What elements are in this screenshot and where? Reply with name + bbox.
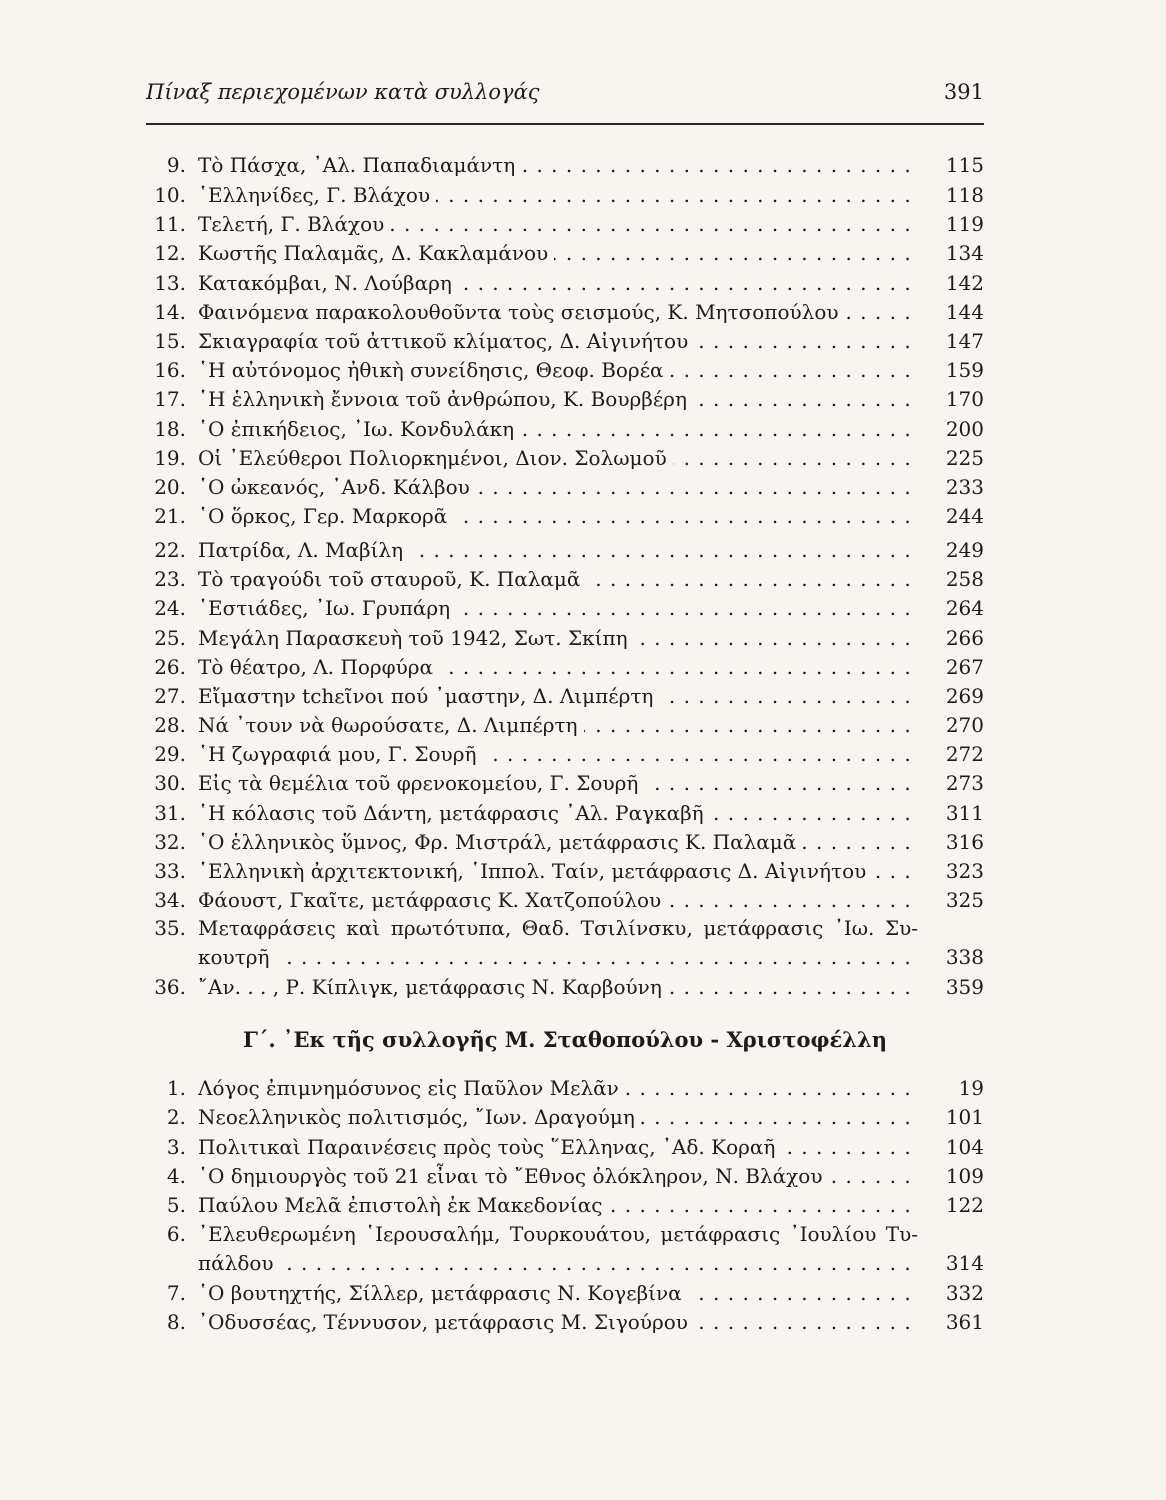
toc-entry-continuation (0, 1248, 984, 1278)
dot-leader (198, 150, 924, 180)
entry-title: Τὸ τραγούδι τοῦ σταυροῦ, Κ. Παλαμᾶ (198, 567, 586, 591)
toc-entry (0, 623, 984, 653)
dot-leader (198, 472, 924, 502)
entry-title-line1: ᾽Ελευθερωμένη ῾Ιερουσαλήμ, Τουρκουάτου, μετάφρασις ᾽Ιουλίου Τυ- (198, 1222, 918, 1246)
dot-leader (198, 501, 924, 531)
dot-leader (198, 209, 924, 239)
entry-number: 24. (154, 596, 186, 620)
entry-page: 269 (920, 681, 984, 711)
dot-leader (198, 180, 924, 210)
dot-leader (198, 623, 924, 653)
entry-page: 325 (920, 885, 984, 915)
entry-title: Φαινόμενα παρακολουθοῦντα τοὺς σεισμούς, Κ. Μητσοπούλου (198, 300, 845, 324)
dot-leader (198, 972, 924, 1002)
dot-leader (198, 1132, 924, 1162)
toc-entry (0, 1132, 984, 1162)
entry-number: 21. (154, 504, 186, 528)
entry-title: Νά ᾽τουν νὰ θωρούσατε, Δ. Λιμπέρτη (198, 713, 584, 737)
entry-page: 200 (920, 414, 984, 444)
entry-title: ῎Αν. . . , Ρ. Κίπλιγκ, μετάφρασις Ν. Καρβούνη (198, 975, 668, 999)
toc-entry (0, 443, 984, 473)
dot-leader (198, 1190, 924, 1220)
dot-leader (198, 681, 924, 711)
entry-number: 27. (154, 684, 186, 708)
entry-title: Σκιαγραφία τοῦ ἀττικοῦ κλίματος, Δ. Αἰγινήτου (198, 329, 694, 353)
dot-leader (198, 535, 924, 565)
dot-leader (198, 593, 924, 623)
entry-page: 115 (920, 150, 984, 180)
entry-page: 144 (920, 297, 984, 327)
entry-title-line1: Μεταφράσεις καὶ πρωτότυπα, Θαδ. Τσιλίνσκυ, μετάφρασις ᾽Ιω. Συ- (198, 916, 918, 940)
toc-entry (0, 1219, 1166, 1249)
toc-entry (0, 827, 984, 857)
entry-page: 122 (920, 1190, 984, 1220)
entry-number: 17. (154, 387, 186, 411)
toc-entry (0, 209, 984, 239)
entry-number: 12. (154, 241, 186, 265)
entry-number: 11. (154, 212, 186, 236)
entry-number: 7. (166, 1281, 186, 1305)
entry-title: ῾Η αὐτόνομος ἠθικὴ συνείδησις, Θεοφ. Βορέα (198, 358, 670, 382)
entry-title: ῾Η κόλασις τοῦ Δάντη, μετάφρασις ᾽Αλ. Ραγκαβῆ (198, 801, 710, 825)
dot-leader (198, 443, 924, 473)
entry-title: ῾Ο ὠκεανός, ᾽Ανδ. Κάλβου (198, 475, 476, 499)
entry-number: 2. (166, 1105, 186, 1129)
entry-page: 170 (920, 384, 984, 414)
entry-number: 8. (166, 1310, 186, 1334)
entry-page: 159 (920, 355, 984, 385)
entry-number: 22. (154, 538, 186, 562)
entry-page: 314 (920, 1248, 984, 1278)
entry-number: 15. (154, 329, 186, 353)
toc-entry (0, 414, 984, 444)
entry-number: 4. (166, 1164, 186, 1188)
entry-number: 26. (154, 655, 186, 679)
entry-title: Λόγος ἐπιμνημόσυνος εἰς Παῦλον Μελᾶν (198, 1076, 625, 1100)
entry-number: 9. (166, 153, 186, 177)
entry-number: 32. (154, 830, 186, 854)
entry-title: κουτρῆ (198, 945, 276, 969)
page-number: 391 (943, 80, 984, 104)
toc-entry (0, 535, 984, 565)
dot-leader (198, 1161, 924, 1191)
entry-number: 14. (154, 300, 186, 324)
toc-entry (0, 1190, 984, 1220)
entry-page: 311 (920, 798, 984, 828)
entry-page: 264 (920, 593, 984, 623)
entry-title: ῾Ο ἐπικήδειος, ᾽Ιω. Κονδυλάκη (198, 417, 520, 441)
entry-number: 10. (154, 183, 186, 207)
toc-entry (0, 1278, 984, 1308)
entry-page: 19 (920, 1073, 984, 1103)
entry-title: Εἴμαστην tchεῖνοι πού ᾽μαστην, Δ. Λιμπέρτη (198, 684, 659, 708)
dot-leader (198, 652, 924, 682)
entry-page: 109 (920, 1161, 984, 1191)
toc-entry (0, 472, 984, 502)
entry-title: ῾Ελληνικὴ ἀρχιτεκτονική, ῾Ιππολ. Ταίν, μετάφρασις Δ. Αἰγινήτου (198, 859, 872, 883)
entry-number: 20. (154, 475, 186, 499)
toc-entry (0, 739, 984, 769)
entry-title: ῾Η ζωγραφιά μου, Γ. Σουρῆ (198, 742, 482, 766)
toc-entry (0, 384, 984, 414)
entry-page: 147 (920, 326, 984, 356)
entry-number: 23. (154, 567, 186, 591)
toc-entry (0, 885, 984, 915)
entry-title: Εἰς τὰ θεμέλια τοῦ φρενοκομείου, Γ. Σουρῆ (198, 771, 644, 795)
entry-title: Κωστῆς Παλαμᾶς, Δ. Κακλαμάνου (198, 241, 554, 265)
entry-page: 118 (920, 180, 984, 210)
entry-page: 266 (920, 623, 984, 653)
entry-page: 225 (920, 443, 984, 473)
entry-page: 233 (920, 472, 984, 502)
entry-page: 142 (920, 268, 984, 298)
entry-title: Μεγάλη Παρασκευὴ τοῦ 1942, Σωτ. Σκίπη (198, 626, 634, 650)
toc-entry (0, 1073, 984, 1103)
dot-leader (198, 564, 924, 594)
entry-page: 361 (920, 1307, 984, 1337)
dot-leader (198, 885, 924, 915)
entry-number: 6. (166, 1222, 186, 1246)
entry-title: ῾Ο ἑλληνικὸς ὕμνος, Φρ. Μιστράλ, μετάφρασις Κ. Παλαμᾶ (198, 830, 802, 854)
entry-page: 332 (920, 1278, 984, 1308)
section-heading-c: Γ΄. ᾽Εκ τῆς συλλογῆς Μ. Σταθοπούλου - Χριστοφέλλη (243, 1027, 887, 1052)
entry-page: 258 (920, 564, 984, 594)
toc-entry (0, 913, 1166, 943)
entry-page: 101 (920, 1102, 984, 1132)
entry-title: Οἱ ᾽Ελεύθεροι Πολιορκημένοι, Διον. Σολωμοῦ (198, 446, 673, 470)
toc-entry (0, 180, 984, 210)
entry-number: 33. (154, 859, 186, 883)
entry-number: 28. (154, 713, 186, 737)
entry-title: Τὸ Πάσχα, ᾽Αλ. Παπαδιαμάντη (198, 153, 521, 177)
dot-leader (198, 768, 924, 798)
entry-page: 267 (920, 652, 984, 682)
entry-title: ῾Ο βουτηχτής, Σίλλερ, μετάφρασις Ν. Κογεβίνα (198, 1281, 688, 1305)
dot-leader (198, 1102, 924, 1132)
toc-entry (0, 564, 984, 594)
entry-number: 29. (154, 742, 186, 766)
toc-entry (0, 268, 984, 298)
entry-page: 249 (920, 535, 984, 565)
entry-number: 34. (154, 888, 186, 912)
dot-leader (198, 326, 924, 356)
entry-number: 3. (166, 1135, 186, 1159)
entry-page: 273 (920, 768, 984, 798)
entry-title: ῾Εστιάδες, ᾽Ιω. Γρυπάρη (198, 596, 456, 620)
entry-number: 19. (154, 446, 186, 470)
toc-entry (0, 972, 984, 1002)
entry-page: 359 (920, 972, 984, 1002)
entry-title: ῾Ο ὅρκος, Γερ. Μαρκορᾶ (198, 504, 453, 528)
entry-page: 104 (920, 1132, 984, 1162)
entry-title: Πολιτικαὶ Παραινέσεις πρὸς τοὺς ῞Ελληνας, ᾽Αδ. Κοραῆ (198, 1135, 781, 1159)
dot-leader (198, 827, 924, 857)
toc-entry-continuation (0, 942, 984, 972)
toc-entry (0, 798, 984, 828)
dot-leader (198, 710, 924, 740)
dot-leader (198, 856, 924, 886)
dot-leader (198, 355, 924, 385)
toc-entry (0, 297, 984, 327)
toc-entry (0, 593, 984, 623)
header-rule (146, 123, 984, 125)
toc-entry (0, 150, 984, 180)
entry-number: 13. (154, 271, 186, 295)
entry-page: 119 (920, 209, 984, 239)
toc-entry (0, 1102, 984, 1132)
entry-title: ῾Η ἑλληνικὴ ἔννοια τοῦ ἀνθρώπου, Κ. Βουρβέρη (198, 387, 693, 411)
dot-leader (198, 268, 924, 298)
dot-leader (198, 1278, 924, 1308)
entry-number: 18. (154, 417, 186, 441)
running-head (146, 80, 984, 114)
dot-leader (198, 1307, 924, 1337)
entry-number: 25. (154, 626, 186, 650)
entry-title: Φάουστ, Γκαῖτε, μετάφρασις Κ. Χατζοπούλου (198, 888, 667, 912)
toc-entry (0, 501, 984, 531)
entry-title: πάλδου (198, 1251, 280, 1275)
toc-entry (0, 238, 984, 268)
entry-number: 35. (154, 916, 186, 940)
toc-entry (0, 710, 984, 740)
dot-leader (198, 384, 924, 414)
toc-entry (0, 652, 984, 682)
entry-title: Νεοελληνικὸς πολιτισμός, ῎Ιων. Δραγούμη (198, 1105, 641, 1129)
entry-title: ῾Ελληνίδες, Γ. Βλάχου (198, 183, 436, 207)
entry-number: 36. (154, 975, 186, 999)
toc-entry (0, 1307, 984, 1337)
entry-number: 1. (166, 1076, 186, 1100)
toc-entry (0, 768, 984, 798)
dot-leader (198, 942, 924, 972)
entry-title: ᾽Οδυσσέας, Τέννυσον, μετάφρασις Μ. Σιγούρου (198, 1310, 694, 1334)
dot-leader (198, 739, 924, 769)
entry-number: 31. (154, 801, 186, 825)
dot-leader (198, 414, 924, 444)
entry-title: Κατακόμβαι, Ν. Λούβαρη (198, 271, 458, 295)
dot-leader (198, 1248, 924, 1278)
toc-entry (0, 1161, 984, 1191)
entry-title: Τὸ θέατρο, Λ. Πορφύρα (198, 655, 439, 679)
entry-number: 5. (166, 1193, 186, 1217)
entry-title: Τελετή, Γ. Βλάχου (198, 212, 390, 236)
dot-leader (198, 1073, 924, 1103)
toc-entry (0, 856, 984, 886)
toc-entry (0, 326, 984, 356)
entry-title: ῾Ο δημιουργὸς τοῦ 21 εἶναι τὸ ῎Εθνος ὁλόκληρον, Ν. Βλάχου (198, 1164, 828, 1188)
entry-page: 134 (920, 238, 984, 268)
dot-leader (198, 798, 924, 828)
entry-page: 323 (920, 856, 984, 886)
entry-title: Πατρίδα, Λ. Μαβίλη (198, 538, 409, 562)
entry-page: 270 (920, 710, 984, 740)
entry-number: 30. (154, 771, 186, 795)
entry-page: 316 (920, 827, 984, 857)
dot-leader (198, 238, 924, 268)
toc-entry (0, 355, 984, 385)
entry-title: Παύλου Μελᾶ ἐπιστολὴ ἐκ Μακεδονίας (198, 1193, 608, 1217)
entry-number: 16. (154, 358, 186, 382)
entry-page: 338 (920, 942, 984, 972)
entry-page: 244 (920, 501, 984, 531)
toc-entry (0, 681, 984, 711)
running-title: Πίναξ περιεχομένων κατὰ συλλογάς (146, 80, 540, 104)
entry-page: 272 (920, 739, 984, 769)
dot-leader (198, 297, 924, 327)
